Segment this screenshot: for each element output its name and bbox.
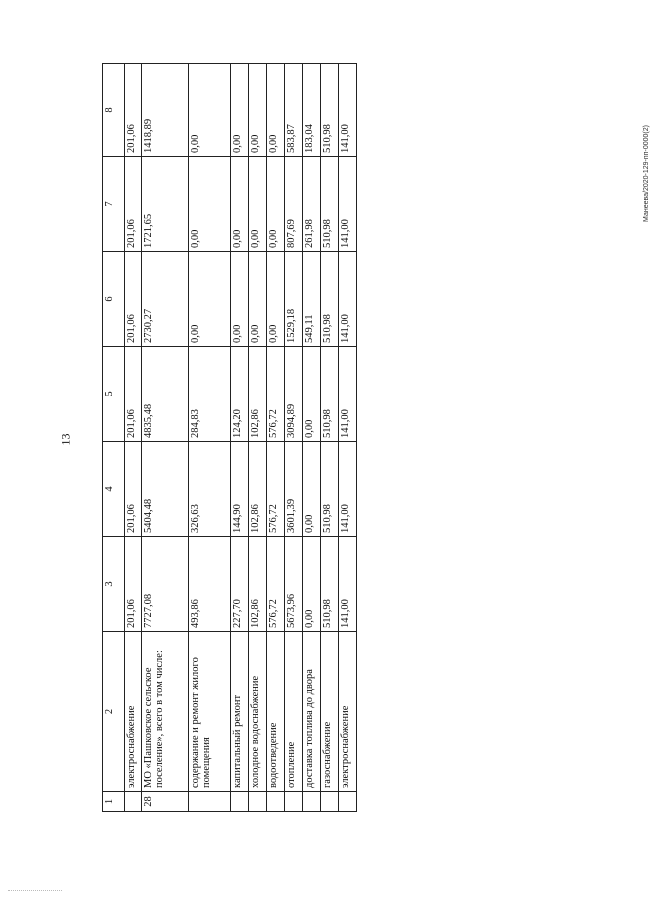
table-cell: 141,00 xyxy=(338,251,356,346)
table-cell: 549,11 xyxy=(302,251,320,346)
table-cell: 201,06 xyxy=(124,346,141,441)
table-cell: 0,00 xyxy=(248,63,266,156)
table-cell: 1418,89 xyxy=(141,63,188,156)
row-label: отопление xyxy=(284,631,302,791)
column-header: 7 xyxy=(102,156,124,251)
table-cell: 201,06 xyxy=(124,63,141,156)
table-cell: 5404,48 xyxy=(141,441,188,536)
table-cell: 0,00 xyxy=(302,346,320,441)
table-cell: 0,00 xyxy=(230,156,248,251)
table-cell: 326,63 xyxy=(188,441,230,536)
table-cell: 141,00 xyxy=(338,63,356,156)
row-number xyxy=(338,791,356,811)
column-header: 5 xyxy=(102,346,124,441)
row-label: МО «Пашковское сельское поселение», всего в том числе: xyxy=(141,631,188,791)
table-row xyxy=(230,63,248,811)
row-number xyxy=(284,791,302,811)
table-cell: 576,72 xyxy=(266,346,284,441)
table-cell: 261,98 xyxy=(302,156,320,251)
tariff-table-container xyxy=(104,60,353,808)
row-number xyxy=(248,791,266,811)
header-row xyxy=(102,63,124,811)
column-header: 4 xyxy=(102,441,124,536)
table-cell: 510,98 xyxy=(320,156,338,251)
document-code: Манеева/2020-129-пп-0000(2) xyxy=(642,125,650,222)
table-cell: 102,86 xyxy=(248,346,266,441)
table-cell: 510,98 xyxy=(320,251,338,346)
table-cell: 0,00 xyxy=(266,251,284,346)
table-cell: 4835,48 xyxy=(141,346,188,441)
bottom-divider xyxy=(8,890,62,891)
table-cell: 583,87 xyxy=(284,63,302,156)
table-row xyxy=(338,63,356,811)
table-cell: 5673,96 xyxy=(284,536,302,631)
table-cell: 0,00 xyxy=(188,63,230,156)
row-label: капитальный ремонт xyxy=(230,631,248,791)
table-cell: 201,06 xyxy=(124,536,141,631)
table-row xyxy=(284,63,302,811)
table-cell: 284,83 xyxy=(188,346,230,441)
table-row xyxy=(320,63,338,811)
table-cell: 144,90 xyxy=(230,441,248,536)
table-row xyxy=(266,63,284,811)
column-header: 1 xyxy=(102,791,124,811)
table-cell: 0,00 xyxy=(188,156,230,251)
table-cell: 3094,89 xyxy=(284,346,302,441)
table-cell: 201,06 xyxy=(124,156,141,251)
row-number xyxy=(302,791,320,811)
table-cell: 510,98 xyxy=(320,346,338,441)
row-label: доставка топлива до двора xyxy=(302,631,320,791)
row-number xyxy=(188,791,230,811)
table-cell: 7727,08 xyxy=(141,536,188,631)
table-cell: 0,00 xyxy=(302,441,320,536)
table-cell: 124,20 xyxy=(230,346,248,441)
table-row xyxy=(188,63,230,811)
table-cell: 102,86 xyxy=(248,536,266,631)
row-label: водоотведение xyxy=(266,631,284,791)
table-cell: 807,69 xyxy=(284,156,302,251)
table-cell: 141,00 xyxy=(338,441,356,536)
table-cell: 1721,65 xyxy=(141,156,188,251)
table-cell: 0,00 xyxy=(266,156,284,251)
column-header: 3 xyxy=(102,536,124,631)
table-row xyxy=(248,63,266,811)
table-cell: 576,72 xyxy=(266,441,284,536)
table-cell: 510,98 xyxy=(320,63,338,156)
column-header: 8 xyxy=(102,63,124,156)
row-label: электроснабжение xyxy=(124,631,141,791)
table-row xyxy=(141,63,188,811)
table-cell: 0,00 xyxy=(230,63,248,156)
table-row xyxy=(302,63,320,811)
row-number xyxy=(320,791,338,811)
table-cell: 493,86 xyxy=(188,536,230,631)
table-cell: 102,86 xyxy=(248,441,266,536)
row-number: 28 xyxy=(141,791,188,811)
table-cell: 227,70 xyxy=(230,536,248,631)
table-cell: 0,00 xyxy=(188,251,230,346)
table-cell: 3601,39 xyxy=(284,441,302,536)
column-header: 6 xyxy=(102,251,124,346)
row-number xyxy=(124,791,141,811)
table-cell: 0,00 xyxy=(248,251,266,346)
table-cell: 576,72 xyxy=(266,536,284,631)
table-cell: 510,98 xyxy=(320,441,338,536)
table-cell: 201,06 xyxy=(124,251,141,346)
row-label: содержание и ремонт жилого помещения xyxy=(188,631,230,791)
table-cell: 201,06 xyxy=(124,441,141,536)
table-cell: 1529,18 xyxy=(284,251,302,346)
table-cell: 141,00 xyxy=(338,536,356,631)
table-cell: 510,98 xyxy=(320,536,338,631)
column-header: 2 xyxy=(102,631,124,791)
table-cell: 183,04 xyxy=(302,63,320,156)
table-cell: 0,00 xyxy=(266,63,284,156)
table-cell: 0,00 xyxy=(248,156,266,251)
page-number: 13 xyxy=(58,433,73,446)
row-label: холодное водоснабжение xyxy=(248,631,266,791)
row-number xyxy=(266,791,284,811)
tariff-table xyxy=(102,63,357,812)
row-label: газоснабжение xyxy=(320,631,338,791)
table-row xyxy=(124,63,141,811)
table-cell: 2730,27 xyxy=(141,251,188,346)
row-label: электроснабжение xyxy=(338,631,356,791)
table-cell: 141,00 xyxy=(338,156,356,251)
table-cell: 0,00 xyxy=(302,536,320,631)
row-number xyxy=(230,791,248,811)
table-cell: 141,00 xyxy=(338,346,356,441)
table-cell: 0,00 xyxy=(230,251,248,346)
